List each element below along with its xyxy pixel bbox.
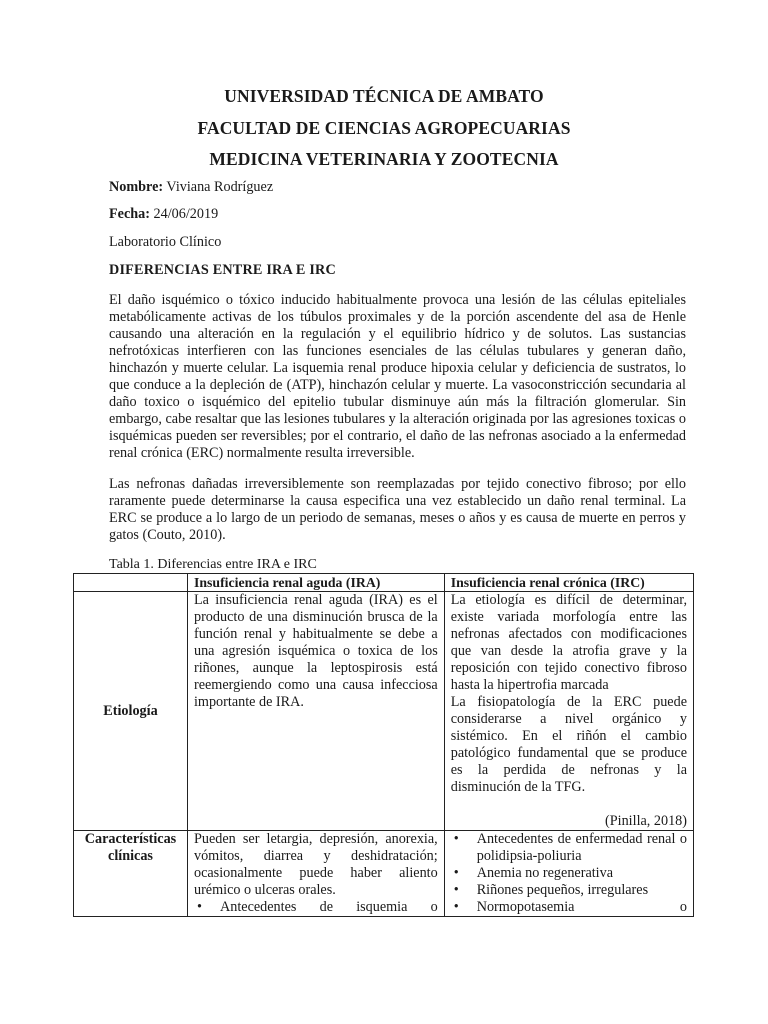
header-irc: Insuficiencia renal crónica (IRC): [444, 574, 693, 592]
cell-etiologia-ira: La insuficiencia renal aguda (IRA) es el producto de una disminución brusca de la función renal y habitualmente se debe a una agresión isquémica o toxica de los riñones, aunque la leptospirosis está reemergiendo como una causa infecciosa importante de IRA.: [187, 592, 444, 831]
comparison-table: [73, 573, 694, 917]
etiologia-irc-paragraph-2: La fisiopatología de la ERC puede considerarse a nivel orgánico y sistémico. En el riñón el cambio patológico fundamental que se produce es la perdida de nefronas y la disminución de la TFG.: [450, 694, 687, 795]
date-line: [109, 206, 218, 223]
etiologia-citation: (Pinilla, 2018): [605, 813, 687, 829]
table-header-empty: [74, 574, 188, 592]
list-item: • Anemia no regenerativa: [451, 865, 687, 882]
date-value: 24/06/2019: [153, 206, 219, 222]
table-caption: Tabla 1. Diferencias entre IRA e IRC: [109, 557, 317, 572]
cell-etiologia-irc: [444, 592, 693, 831]
paragraph-2: Las nefronas dañadas irreversiblemente son reemplazadas por tejido conectivo fibroso; por ello raramente puede determinarse la causa especifica una vez establecido un daño renal terminal. La ERC se produce a lo largo de un periodo de semanas, meses o años y es causa de muerte en perros y gatos (Couto, 2010).: [109, 476, 686, 543]
cell-clinicas-irc: [444, 831, 693, 917]
etiologia-irc-paragraph-1: La etiología es difícil de determinar, existe variada morfología entre las nefronas afectados con modificaciones que van desde la atrofia grave y la reposición con tejido conectivo fibroso hasta la hipertrofia marcada: [450, 592, 687, 693]
row-label-clinicas: Características clínicas: [74, 831, 188, 917]
table-row-etiologia: [74, 592, 694, 831]
university-title: UNIVERSIDAD TÉCNICA DE AMBATO: [224, 86, 544, 106]
ira-bullet-word-1: • Antecedentes: [219, 899, 297, 915]
ira-bullet-word-4: o: [430, 899, 438, 915]
header-ira: Insuficiencia renal aguda (IRA): [187, 574, 444, 592]
table-header-row: [74, 574, 694, 592]
list-item-last: [451, 899, 687, 916]
irc-last-word-2: o: [679, 899, 687, 915]
ira-bullet-word-2: de: [319, 899, 333, 915]
section-title: DIFERENCIAS ENTRE IRA E IRC: [109, 262, 336, 278]
clinicas-ira-text: Pueden ser letargia, depresión, anorexia, vómitos, diarrea y deshidratación; ocasionalmente puede haber aliento urémico o ulceras orales.: [193, 831, 438, 898]
date-label: Fecha:: [109, 206, 150, 222]
program-title: MEDICINA VETERINARIA Y ZOOTECNIA: [209, 149, 559, 169]
last-bullet-line: [477, 899, 687, 916]
course-line: Laboratorio Clínico: [109, 234, 222, 250]
faculty-title: FACULTAD DE CIENCIAS AGROPECUARIAS: [197, 118, 571, 138]
ira-bullet-word-3: isquemia: [356, 899, 408, 915]
name-line: [109, 179, 273, 196]
name-label: Nombre:: [109, 179, 164, 195]
row-label-etiologia: Etiología: [74, 592, 188, 831]
irc-last-word-1: • Normopotasemia: [476, 899, 575, 915]
name-value: Viviana Rodríguez: [166, 179, 274, 195]
clinicas-irc-list: [451, 831, 687, 916]
table-row-clinicas: [74, 831, 694, 917]
cell-clinicas-ira: [187, 831, 444, 917]
list-item: • Antecedentes de enfermedad renal o polidipsia-poliuria: [451, 831, 687, 865]
clinicas-ira-bullet: [194, 899, 438, 916]
list-item: • Riñones pequeños, irregulares: [451, 882, 687, 899]
paragraph-1: El daño isquémico o tóxico inducido habitualmente provoca una lesión de las células epiteliales metabólicamente activas de los túbulos proximales y de la porción ascendente del asa de Henle causando una alteración en la regulación y el equilibrio hídrico y de solutos. Las sustancias nefrotóxicas interfieren con las funciones esenciales de las células tubulares y generan daño, hinchazón y muerte celular. La isquemia renal produce hipoxia celular y deficiencia de sustratos, lo que conduce a la depleción de (ATP), hinchazón celular y muerte. La vasoconstricción secundaria al daño toxico o isquémico del epitelio tubular disminuye aún más la filtración glomerular. Sin embargo, cabe resaltar que las lesiones tubulares y la alteración originada por las agresiones toxicas o isquémicas pueden ser reversibles; por el contrario, el daño de las nefronas asociado a la enfermedad renal crónica (ERC) normalmente resulta irreversible.: [109, 292, 686, 461]
